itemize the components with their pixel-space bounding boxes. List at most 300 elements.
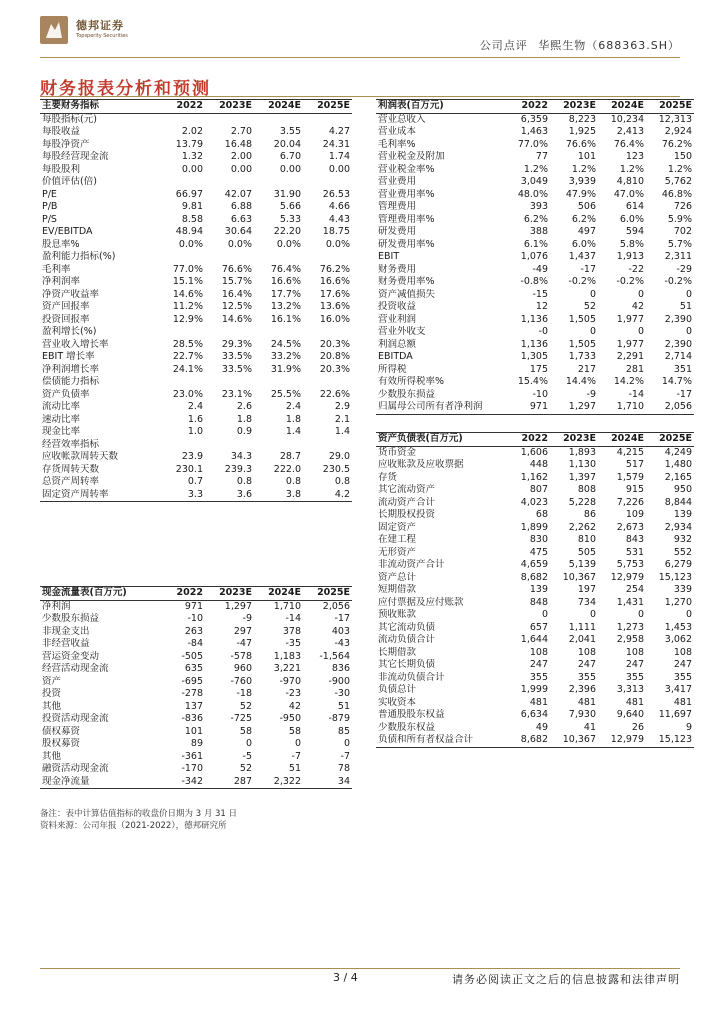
cell-value: 24.31 bbox=[322, 138, 350, 150]
cell-value: 4,249 bbox=[664, 446, 692, 458]
cell-value: 3,939 bbox=[568, 176, 596, 187]
row-label: EBITDA bbox=[378, 351, 413, 362]
cell-value: 3,221 bbox=[273, 663, 301, 674]
cell-value: 448 bbox=[529, 459, 548, 470]
cell-value bbox=[205, 113, 254, 126]
year-header: 2022 bbox=[502, 100, 550, 114]
table-header-row bbox=[40, 100, 352, 114]
cell-value: 3.6 bbox=[205, 489, 254, 502]
cell-value: 239.3 bbox=[224, 463, 252, 475]
cell-value: -0.2% bbox=[568, 276, 596, 287]
cell-value: 9.81 bbox=[181, 201, 203, 212]
table-row bbox=[376, 389, 694, 402]
cell-value: 1,397 bbox=[568, 471, 596, 483]
table-row bbox=[40, 113, 352, 126]
cell-value bbox=[205, 176, 254, 189]
cell-value: 29.0 bbox=[328, 451, 350, 462]
cell-value: 0 bbox=[589, 288, 596, 300]
cell-value: 16.0% bbox=[319, 313, 350, 325]
table-row bbox=[376, 734, 694, 747]
cell-value bbox=[156, 176, 205, 189]
cell-value: 22.7% bbox=[172, 351, 203, 362]
cell-value: 2.70 bbox=[230, 126, 252, 137]
cell-value: 6.63 bbox=[230, 213, 252, 225]
table-row bbox=[376, 189, 694, 202]
cell-value: 6.2% bbox=[523, 213, 548, 225]
cell-value: -505 bbox=[181, 650, 203, 662]
table-row bbox=[40, 701, 352, 714]
cell-value bbox=[303, 113, 352, 126]
cell-value: 51 bbox=[679, 301, 692, 312]
cell-value: 836 bbox=[331, 663, 350, 674]
cell-value: 10,367 bbox=[562, 571, 596, 583]
row-label: 预收账款 bbox=[378, 609, 417, 620]
cell-value: -1,564 bbox=[319, 650, 350, 662]
row-label: 营业费用 bbox=[378, 176, 417, 187]
cell-value: 3,062 bbox=[664, 634, 692, 645]
year-header: 2022 bbox=[156, 587, 205, 601]
cell-value: -170 bbox=[181, 763, 203, 774]
cell-value: 1.4 bbox=[285, 426, 301, 437]
cell-value: 1,977 bbox=[616, 338, 644, 350]
cell-value: 12 bbox=[535, 301, 548, 312]
cell-value: 960 bbox=[233, 663, 252, 674]
table-row bbox=[40, 776, 352, 789]
table-row bbox=[40, 751, 352, 764]
cell-value: 14.6% bbox=[221, 313, 252, 325]
table-row bbox=[40, 726, 352, 739]
cell-value bbox=[205, 251, 254, 264]
row-label: 每股经营现金流 bbox=[42, 151, 109, 162]
cell-value: 1.4 bbox=[334, 426, 350, 437]
cell-value bbox=[303, 376, 352, 389]
cell-value: 16.4% bbox=[221, 288, 252, 300]
cell-value: 971 bbox=[502, 401, 550, 414]
cell-value: 15,123 bbox=[646, 734, 694, 747]
year-header: 2024E bbox=[598, 100, 646, 114]
page-header bbox=[40, 12, 680, 58]
year-header: 2023E bbox=[205, 100, 254, 114]
cell-value: -725 bbox=[230, 713, 252, 724]
row-label: 净资产收益率 bbox=[42, 288, 100, 300]
cell-value: 6.1% bbox=[523, 238, 548, 250]
cell-value: 12,979 bbox=[598, 734, 646, 747]
table-row bbox=[376, 572, 694, 585]
row-label: 在建工程 bbox=[378, 534, 417, 545]
brand-name-cn: 德邦证券 bbox=[76, 19, 124, 32]
cell-value: 77 bbox=[535, 151, 548, 162]
row-label: 现金净流量 bbox=[40, 776, 156, 789]
cell-value bbox=[254, 326, 303, 339]
cell-value: 2,714 bbox=[664, 351, 692, 362]
cell-value: 2,165 bbox=[664, 471, 692, 483]
row-label: 有效所得税率% bbox=[378, 376, 445, 387]
cell-value: 4.27 bbox=[328, 126, 350, 137]
table-row bbox=[40, 364, 352, 377]
table-row bbox=[376, 164, 694, 177]
table-row bbox=[376, 709, 694, 722]
cell-value: 0.9 bbox=[236, 426, 252, 437]
table-row bbox=[40, 289, 352, 302]
row-label: 负债总计 bbox=[378, 684, 417, 695]
row-label: 盈利能力指标(%) bbox=[42, 251, 116, 262]
cell-value: 2,958 bbox=[616, 634, 644, 645]
cell-value: 76.4% bbox=[613, 138, 644, 150]
cell-value: 33.2% bbox=[270, 351, 301, 362]
brand-name-en: Topsperity Securities bbox=[76, 33, 128, 39]
cell-value: 8.58 bbox=[181, 213, 203, 225]
cell-value: 497 bbox=[577, 226, 596, 237]
cell-value: 355 bbox=[625, 671, 644, 683]
cell-value bbox=[205, 376, 254, 389]
table-row bbox=[376, 364, 694, 377]
cell-value: 108 bbox=[625, 646, 644, 658]
cell-value: -879 bbox=[328, 713, 350, 724]
cell-value: 506 bbox=[577, 201, 596, 212]
row-label: 其它流动负债 bbox=[378, 621, 436, 633]
section-divider bbox=[40, 96, 680, 97]
cell-value: 403 bbox=[331, 625, 350, 637]
cell-value: 2,934 bbox=[664, 521, 692, 533]
cell-value: 2.4 bbox=[285, 401, 301, 412]
row-label: 固定资产周转率 bbox=[40, 489, 156, 502]
row-label: 研发费用率% bbox=[378, 238, 435, 250]
cell-value: 355 bbox=[673, 671, 692, 683]
cell-value: 12.9% bbox=[172, 313, 203, 325]
table-row bbox=[40, 763, 352, 776]
row-label: 非现金支出 bbox=[42, 625, 90, 637]
cell-value: 26 bbox=[631, 721, 644, 733]
table-row bbox=[376, 326, 694, 339]
cell-value: 3,313 bbox=[616, 684, 644, 695]
cell-value: 0 bbox=[685, 326, 692, 337]
cell-value: 0 bbox=[637, 288, 644, 300]
cell-value: 4.66 bbox=[328, 201, 350, 212]
cell-value: 1,893 bbox=[568, 446, 596, 458]
company-name: 华熙生物（688363.SH） bbox=[538, 39, 680, 52]
cell-value: 42 bbox=[631, 301, 644, 312]
table-row bbox=[40, 226, 352, 239]
row-label: 营业总收入 bbox=[378, 113, 426, 125]
row-label: 盈利增长(%) bbox=[42, 326, 97, 337]
cell-value: 5.7% bbox=[667, 238, 692, 250]
table-row bbox=[40, 176, 352, 189]
row-label: 毛利率 bbox=[42, 263, 71, 275]
row-label: 财务费用率% bbox=[378, 276, 435, 287]
cell-value: 1,977 bbox=[616, 313, 644, 325]
cashflow-table bbox=[40, 586, 352, 789]
table-row bbox=[40, 663, 352, 676]
table-row bbox=[40, 239, 352, 252]
table-row bbox=[376, 151, 694, 164]
cell-value: 702 bbox=[673, 226, 692, 237]
cell-value: 20.8% bbox=[319, 351, 350, 362]
cell-value: 1,136 bbox=[520, 313, 548, 325]
cell-value: 51 bbox=[288, 763, 301, 774]
cell-value: 1,162 bbox=[520, 471, 548, 483]
valuation-note: 备注：表中计算估值指标的收盘价日期为 3 月 31 日 bbox=[40, 809, 238, 819]
cell-value: 24.5% bbox=[270, 338, 301, 350]
cell-value: 49 bbox=[535, 721, 548, 733]
row-label: 非经营收益 bbox=[42, 638, 90, 649]
cell-value: 475 bbox=[529, 546, 548, 558]
table-row bbox=[376, 401, 694, 414]
row-label: 少数股东损益 bbox=[378, 388, 436, 400]
cell-value: 34.3 bbox=[230, 451, 252, 462]
cell-value: 1.6 bbox=[187, 413, 203, 425]
cell-value: 8,844 bbox=[664, 496, 692, 508]
table-row bbox=[376, 239, 694, 252]
cell-value: 6,634 bbox=[520, 709, 548, 720]
row-label: 其他 bbox=[42, 700, 62, 712]
cell-value: 1.32 bbox=[181, 151, 203, 162]
cell-value: 0.8 bbox=[236, 476, 252, 487]
brand-logo-icon bbox=[40, 16, 68, 44]
cell-value: 22.6% bbox=[319, 388, 350, 400]
cell-value: 137 bbox=[184, 700, 203, 712]
source-note: 资料来源：公司年报（2021-2022），德邦研究所 bbox=[40, 821, 227, 831]
table-row bbox=[376, 684, 694, 697]
cell-value: 2.1 bbox=[334, 413, 350, 425]
table-row bbox=[40, 451, 352, 464]
row-label: 资产负债率 bbox=[42, 388, 90, 400]
row-label: 少数股东损益 bbox=[42, 613, 100, 624]
cell-value: -695 bbox=[181, 675, 203, 687]
table-notes bbox=[40, 808, 237, 832]
table-row bbox=[376, 201, 694, 214]
row-label: 营运资金变动 bbox=[42, 650, 100, 662]
cell-value: 51 bbox=[337, 700, 350, 712]
row-label: 每股净资产 bbox=[42, 138, 90, 150]
cell-value: 0 bbox=[637, 609, 644, 620]
cell-value: 3.8 bbox=[254, 489, 303, 502]
cell-value bbox=[254, 176, 303, 189]
cell-value: 2,924 bbox=[664, 126, 692, 137]
table-row bbox=[376, 314, 694, 327]
cell-value: 108 bbox=[577, 646, 596, 658]
cell-value: 48.94 bbox=[175, 226, 203, 237]
row-label: 营业税金率% bbox=[378, 163, 435, 175]
cell-value: 8,682 bbox=[502, 734, 550, 747]
row-label: 融资活动现金流 bbox=[42, 763, 109, 774]
row-label: EV/EBITDA bbox=[42, 226, 93, 237]
cell-value: 86 bbox=[583, 509, 596, 520]
row-label: 利润总额 bbox=[378, 338, 417, 350]
table-row bbox=[376, 497, 694, 510]
cell-value: -17 bbox=[676, 388, 692, 400]
cell-value: 4,810 bbox=[616, 176, 644, 187]
cell-value: 15,123 bbox=[658, 571, 692, 583]
cell-value: 2,056 bbox=[646, 401, 694, 414]
cell-value: 1,925 bbox=[568, 126, 596, 137]
table-row bbox=[40, 301, 352, 314]
cell-value: -35 bbox=[285, 638, 301, 649]
cell-value: 7,226 bbox=[616, 496, 644, 508]
cell-value: 830 bbox=[529, 534, 548, 545]
row-label: 其他 bbox=[42, 750, 62, 762]
cell-value: 3.3 bbox=[156, 489, 205, 502]
cell-value: 2,291 bbox=[616, 351, 644, 362]
cell-value: 339 bbox=[673, 584, 692, 595]
cell-value: -278 bbox=[181, 688, 203, 699]
table-header-row bbox=[40, 587, 352, 601]
cell-value: 17.7% bbox=[270, 288, 301, 300]
table-row bbox=[40, 376, 352, 389]
cell-value bbox=[254, 376, 303, 389]
cell-value: 5.33 bbox=[279, 213, 301, 225]
cell-value: 13.2% bbox=[270, 301, 301, 312]
cell-value: 12.5% bbox=[221, 301, 252, 312]
cell-value: 31.90 bbox=[273, 188, 301, 200]
table-row bbox=[376, 251, 694, 264]
table-row bbox=[376, 276, 694, 289]
cell-value: 281 bbox=[625, 363, 644, 375]
cell-value bbox=[156, 326, 205, 339]
cell-value: 2,413 bbox=[616, 126, 644, 137]
cell-value: 355 bbox=[529, 671, 548, 683]
cell-value: 1,431 bbox=[616, 596, 644, 608]
cell-value: -342 bbox=[156, 776, 205, 789]
table-row bbox=[40, 464, 352, 477]
section-title: 财务报表分析和预测 bbox=[40, 79, 211, 99]
cell-value: -49 bbox=[532, 263, 548, 275]
cell-value: 0 bbox=[245, 738, 252, 749]
cell-value: 287 bbox=[205, 776, 254, 789]
cell-value: 76.2% bbox=[319, 263, 350, 275]
cell-value: 1,273 bbox=[616, 621, 644, 633]
cell-value: 197 bbox=[577, 584, 596, 595]
year-header: 2025E bbox=[303, 587, 352, 601]
cell-value: 14.6% bbox=[172, 288, 203, 300]
row-label: 存货周转天数 bbox=[42, 463, 100, 475]
cell-value: -0.2% bbox=[664, 276, 692, 287]
cell-value: 517 bbox=[625, 459, 644, 470]
page-number: 3 / 4 bbox=[333, 971, 358, 984]
cell-value bbox=[254, 251, 303, 264]
cell-value: 2.02 bbox=[181, 126, 203, 137]
row-label: 净利润率 bbox=[42, 276, 81, 287]
row-label: 管理费用率% bbox=[378, 213, 435, 225]
cell-value: 58 bbox=[288, 725, 301, 737]
cell-value: 1,453 bbox=[664, 621, 692, 633]
row-label: 营业外收支 bbox=[378, 326, 426, 337]
cell-value: 12,979 bbox=[610, 571, 644, 583]
row-label: 资产 bbox=[42, 675, 62, 687]
table-row bbox=[40, 326, 352, 339]
cell-value: -9 bbox=[242, 613, 252, 624]
cell-value: -760 bbox=[230, 675, 252, 687]
cell-value: 6.88 bbox=[230, 201, 252, 212]
cell-value: -18 bbox=[236, 688, 252, 699]
cell-value bbox=[156, 376, 205, 389]
cell-value: 78 bbox=[337, 763, 350, 774]
cell-value: -30 bbox=[334, 688, 350, 699]
cell-value: 14.2% bbox=[613, 376, 644, 387]
cell-value: 109 bbox=[625, 509, 644, 520]
cell-value: 355 bbox=[577, 671, 596, 683]
cell-value: 0 bbox=[685, 288, 692, 300]
cell-value: 0.7 bbox=[187, 476, 203, 487]
cell-value: 2,390 bbox=[664, 338, 692, 350]
cell-value: 230.5 bbox=[322, 463, 350, 475]
cell-value: 1,305 bbox=[520, 351, 548, 362]
cell-value: 89 bbox=[190, 738, 203, 749]
row-label: 研发费用 bbox=[378, 226, 417, 237]
row-label: 固定资产 bbox=[378, 521, 417, 533]
cell-value: 808 bbox=[577, 484, 596, 495]
cell-value: -84 bbox=[187, 638, 203, 649]
cell-value: 1.74 bbox=[328, 151, 350, 162]
row-label: 毛利率% bbox=[378, 138, 416, 150]
cell-value: 1,437 bbox=[568, 251, 596, 262]
cell-value: 108 bbox=[673, 646, 692, 658]
cell-value: 16.48 bbox=[224, 138, 252, 150]
table-row bbox=[376, 264, 694, 277]
cell-value: 52 bbox=[239, 700, 252, 712]
cell-value: 247 bbox=[577, 659, 596, 670]
cell-value: 2.4 bbox=[187, 401, 203, 412]
cell-value: 47.0% bbox=[613, 188, 644, 200]
cell-value: 915 bbox=[625, 484, 644, 495]
cell-value: -22 bbox=[628, 263, 644, 275]
cell-value: 378 bbox=[282, 625, 301, 637]
cell-value: 12,313 bbox=[658, 113, 692, 125]
cell-value: 30.64 bbox=[224, 226, 252, 237]
cell-value: 52 bbox=[239, 763, 252, 774]
table-row bbox=[40, 426, 352, 439]
cell-value: 1,076 bbox=[520, 251, 548, 262]
cell-value: 5,228 bbox=[568, 496, 596, 508]
table-header-row bbox=[376, 100, 694, 114]
cell-value: 217 bbox=[577, 363, 596, 375]
cell-value: -7 bbox=[291, 750, 301, 762]
year-header: 2025E bbox=[646, 100, 694, 114]
cell-value: 175 bbox=[529, 363, 548, 375]
cell-value: 4,659 bbox=[520, 559, 548, 570]
row-label: 无形资产 bbox=[378, 546, 417, 558]
table-row bbox=[376, 634, 694, 647]
cell-value: 5.8% bbox=[619, 238, 644, 250]
row-label: 短期借款 bbox=[378, 584, 417, 595]
cell-value: 15.4% bbox=[517, 376, 548, 387]
cell-value: 34 bbox=[303, 776, 352, 789]
cell-value: -17 bbox=[580, 263, 596, 275]
cell-value: 1.2% bbox=[571, 163, 596, 175]
cell-value: 5,753 bbox=[616, 559, 644, 570]
cell-value: -836 bbox=[181, 713, 203, 724]
row-label: 营业成本 bbox=[378, 126, 417, 137]
cell-value: 6,359 bbox=[520, 113, 548, 125]
cell-value: 6,279 bbox=[664, 559, 692, 570]
cell-value: 2,673 bbox=[616, 521, 644, 533]
cell-value: 46.8% bbox=[661, 188, 692, 200]
cell-value: 9 bbox=[685, 721, 692, 733]
row-label: 营业费用率% bbox=[378, 188, 435, 200]
cell-value bbox=[303, 326, 352, 339]
cell-value: 41 bbox=[583, 721, 596, 733]
year-header: 2024E bbox=[254, 587, 303, 601]
row-label: 流动负债合计 bbox=[378, 634, 436, 645]
row-label: 债权募资 bbox=[42, 725, 81, 737]
cell-value: 0.8 bbox=[285, 476, 301, 487]
cell-value: 2.6 bbox=[236, 401, 252, 412]
cell-value: -0.2% bbox=[616, 276, 644, 287]
cell-value: 77.0% bbox=[517, 138, 548, 150]
cell-value: 2,041 bbox=[568, 634, 596, 645]
cell-value: 0.00 bbox=[279, 163, 301, 175]
cell-value: 10,367 bbox=[550, 734, 598, 747]
cell-value: 77.0% bbox=[172, 263, 203, 275]
